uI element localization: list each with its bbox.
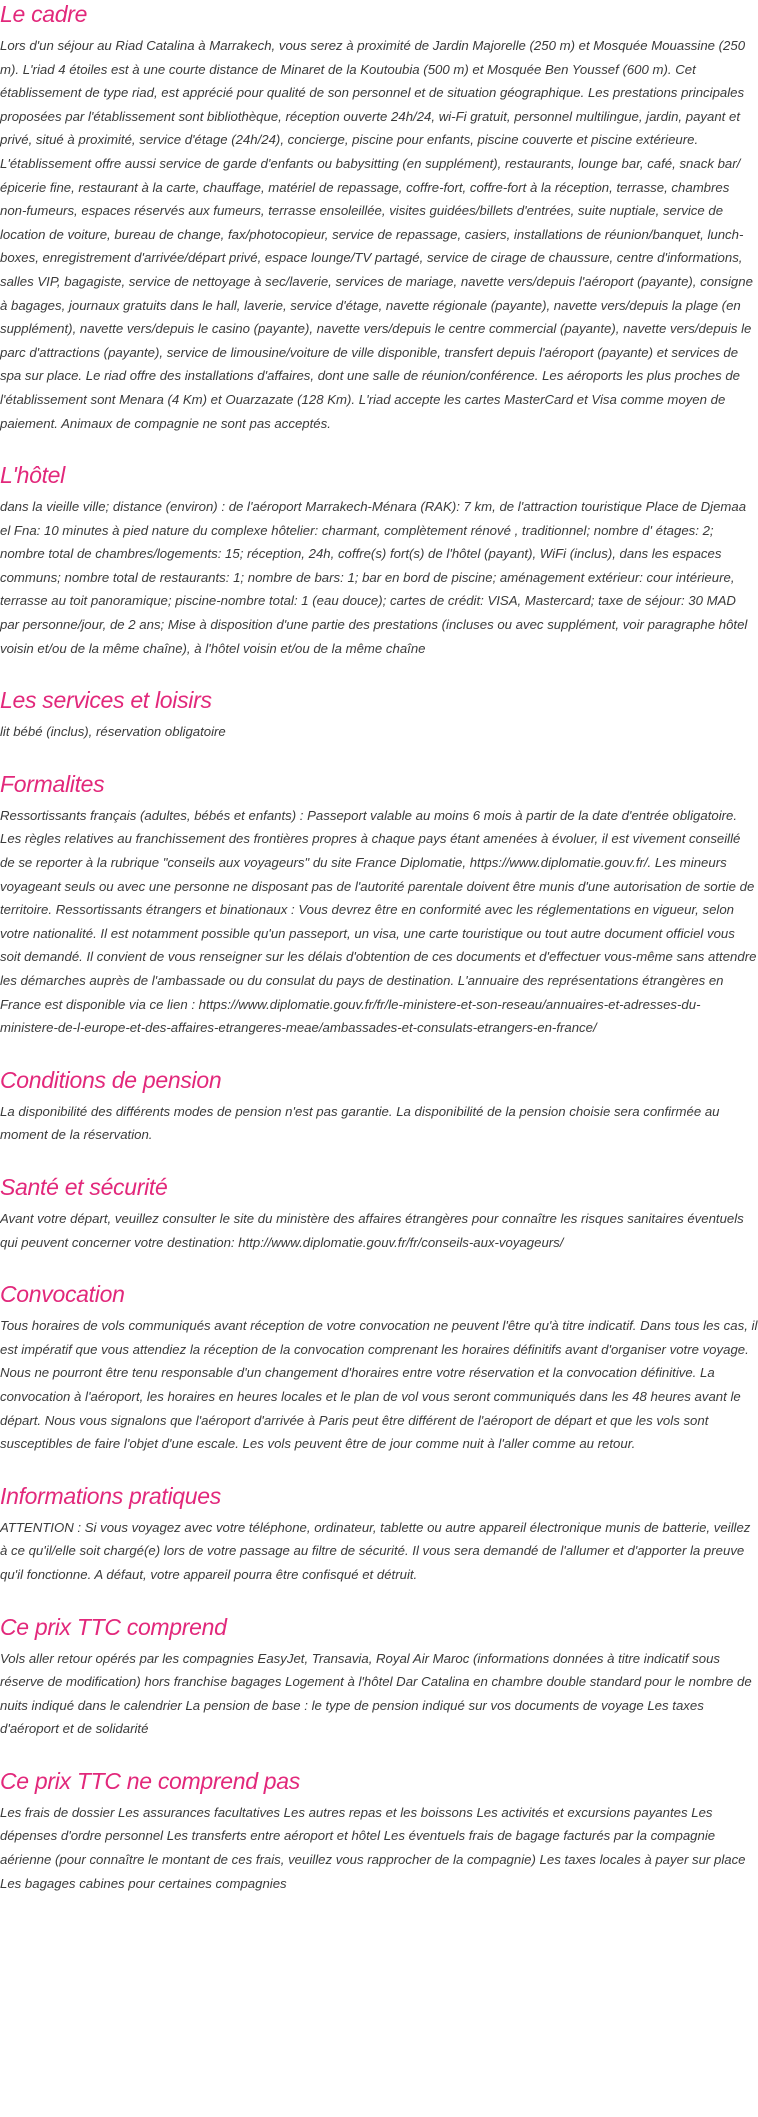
- section-informations-pratiques: [0, 1482, 758, 1587]
- section-body: Ressortissants français (adultes, bébés et enfants) : Passeport valable au moins 6 mois à partir de la date d'entrée obligatoire. Les règles relatives au franchissement des frontières propres à chaque pays étant amenées à évoluer, il est vivement conseillé de se reporter à la rubrique "conseils aux voyageurs" du site France Diplomatie, https://www.diplomatie.gouv.fr/. Les mineurs voyageant seuls ou avec une personne ne disposant pas de l'autorité parentale doivent être munis d'une autorisation de sortie de territoire. Ressortissants étrangers et binationaux : Vous devrez être en conformité avec les réglementations en vigueur, selon votre nationalité. Il est notamment possible qu'un passeport, un visa, une carte touristique ou tout autre document officiel vous soit demandé. Il convient de vous renseigner sur les délais d'obtention de ces documents et d'effectuer vous-même sans attendre les démarches auprès de l'ambassade ou du consulat du pays de destination. L'annuaire des représentations étrangères en France est disponible via ce lien : https://www.diplomatie.gouv.fr/fr/le-ministere-et-son-reseau/annuaires-et-adresses-du-ministere-de-l-europe-et-des-affaires-etrangeres-meae/ambassades-et-consulats-etrangers-en-france/: [0, 807, 757, 1036]
- section-prix-comprend: [0, 1613, 758, 1741]
- section-title: Ce prix TTC ne comprend pas: [0, 1767, 300, 1794]
- section-sante-securite: [0, 1173, 758, 1254]
- section-title: Le cadre: [0, 1, 88, 27]
- section-body: dans la vieille ville; distance (environ) : de l'aéroport Marrakech-Ménara (RAK): 7 km, de l'attraction touristique Place de Djemaa el Fna: 10 minutes à pied nature du complexe hôtelier: charmant, complètement rénové , traditionnel; nombre d' étages: 2; nombre total de chambres/logements: 15; réception, 24h, coffre(s) fort(s) de l'hôtel (payant), WiFi (inclus), dans les espaces communs; nombre total de restaurants: 1; nombre de bars: 1; bar en bord de piscine; aménagement extérieur: cour intérieure, terrasse au toit panoramique; piscine-nombre total: 1 (eau douce); cartes de crédit: VISA, Mastercard; taxe de séjour: 30 MAD par personne/jour, de 2 ans; Mise à disposition d'une partie des prestations (incluses ou avec supplément, voir paragraphe hôtel voisin et/ou de la même chaîne), à l'hôtel voisin et/ou de la même chaîne: [0, 499, 748, 656]
- section-body: La disponibilité des différents modes de pension n'est pas garantie. La disponibilité de la pension choisie sera confirmée au moment de la réservation.: [0, 1103, 720, 1143]
- section-body: Les frais de dossier Les assurances facultatives Les autres repas et les boissons Les activités et excursions payantes Les dépenses d'ordre personnel Les transferts entre aéroport et hôtel Les éventuels frais de bagage facturés par la compagnie aérienne (pour connaître le montant de ces frais, veuillez vous rapprocher de la compagnie) Les taxes locales à payer sur place Les bagages cabines pour certaines compagnies: [0, 1804, 746, 1891]
- section-title: L'hôtel: [0, 462, 65, 489]
- section-title: Santé et sécurité: [0, 1173, 168, 1200]
- section-services-loisirs: [0, 686, 758, 744]
- section-body: ATTENTION : Si vous voyagez avec votre téléphone, ordinateur, tablette ou autre appareil électronique munis de batterie, veillez à ce qu'il/elle soit chargé(e) lors de votre passage au filtre de sécurité. Il vous sera demandé de l'allumer et d'apporter la preuve qu'il fonctionne. A défaut, votre appareil pourra être confisqué et détruit.: [0, 1519, 751, 1582]
- section-title: Ce prix TTC comprend: [0, 1613, 227, 1640]
- section-body: lit bébé (inclus), réservation obligatoire: [0, 724, 226, 740]
- section-title: Conditions de pension: [0, 1066, 222, 1093]
- section-formalites: [0, 770, 758, 1040]
- section-prix-ne-comprend-pas: [0, 1767, 758, 1895]
- section-convocation: [0, 1280, 758, 1456]
- section-body: Vols aller retour opérés par les compagnies EasyJet, Transavia, Royal Air Maroc (informations données à titre indicatif sous réserve de modification) hors franchise bagages Logement à l'hôtel Dar Catalina en chambre double standard pour le nombre de nuits indiqué dans le calendrier La pension de base : le type de pension indiqué sur vos documents de voyage Les taxes d'aéroport et de solidarité: [0, 1650, 752, 1737]
- section-conditions-pension: [0, 1066, 758, 1147]
- section-title: Convocation: [0, 1281, 125, 1308]
- section-title: Formalites: [0, 770, 105, 797]
- section-body: Lors d'un séjour au Riad Catalina à Marrakech, vous serez à proximité de Jardin Majorelle (250 m) et Mosquée Mouassine (250 m). L'riad 4 étoiles est à une courte distance de Minaret de la Koutoubia (500 m) et Mosquée Ben Youssef (600 m). Cet établissement de type riad, est apprécié pour qualité de son personnel et de situation géographique. Les prestations principales proposées par l'établissement sont bibliothèque, réception ouverte 24h/24, wi-Fi gratuit, personnel multilingue, jardin, payant et privé, situé à proximité, service d'étage (24h/24), concierge, piscine pour enfants, piscine couverte et piscine extérieure. L'établissement offre aussi service de garde d'enfants ou babysitting (en supplément), restaurants, lounge bar, café, snack bar/épicerie fine, restaurant à la carte, chauffage, matériel de repassage, coffre-fort, coffre-fort à la réception, terrasse, chambres non-fumeurs, espaces réservés aux fumeurs, terrasse ensoleillée, visites guidées/billets d'entrées, suite nuptiale, service de location de voiture, bureau de change, fax/photocopieur, service de repassage, casiers, installations de réunion/banquet, lunch-boxes, enregistrement d'arrivée/départ privé, espace lounge/TV partagé, service de cirage de chaussure, centre d'informations, salles VIP, bagagiste, service de nettoyage à sec/laverie, services de mariage, navette vers/depuis l'aéroport (payante), consigne à bagages, journaux gratuits dans le hall, laverie, service d'étage, navette régionale (payante), navette vers/depuis la plage (en supplément), navette vers/depuis le casino (payante), navette vers/depuis le centre commercial (payante), navette vers/depuis le parc d'attractions (payante), service de limousine/voiture de ville disponible, transfert depuis l'aéroport (payante) et services de spa sur place. Le riad offre des installations d'affaires, dont une salle de réunion/conférence. Les aéroports les plus proches de l'établissement sont Menara (4 Km) et Ouarzazate (128 Km). L'riad accepte les cartes MasterCard et Visa comme moyen de paiement. Animaux de compagnie ne sont pas acceptés.: [0, 38, 753, 431]
- section-title: Les services et loisirs: [0, 687, 212, 714]
- section-le-cadre: [0, 0, 758, 435]
- section-l-hotel: [0, 461, 758, 660]
- section-body: Avant votre départ, veuillez consulter le site du ministère des affaires étrangères pour connaître les risques sanitaires éventuels qui peuvent concerner votre destination: http://www.diplomatie.gouv.fr/fr/conseils-aux-voyageurs/: [0, 1210, 744, 1250]
- section-title: Informations pratiques: [0, 1482, 221, 1509]
- section-body: Tous horaires de vols communiqués avant réception de votre convocation ne peuvent l'être qu'à titre indicatif. Dans tous les cas, il est impératif que vous attendiez la réception de la convocation comprenant les horaires définitifs avant d'organiser votre voyage. Nous ne pourront être tenu responsable d'un changement d'horaires entre votre réservation et la convocation définitive. La convocation à l'aéroport, les horaires en heures locales et le plan de vol vous seront communiqués dans les 48 heures avant le départ. Nous vous signalons que l'aéroport d'arrivée à Paris peut être différent de l'aéroport de départ et que les vols sont susceptibles de faire l'objet d'une escale. Les vols peuvent être de jour comme nuit à l'aller comme au retour.: [0, 1318, 758, 1452]
